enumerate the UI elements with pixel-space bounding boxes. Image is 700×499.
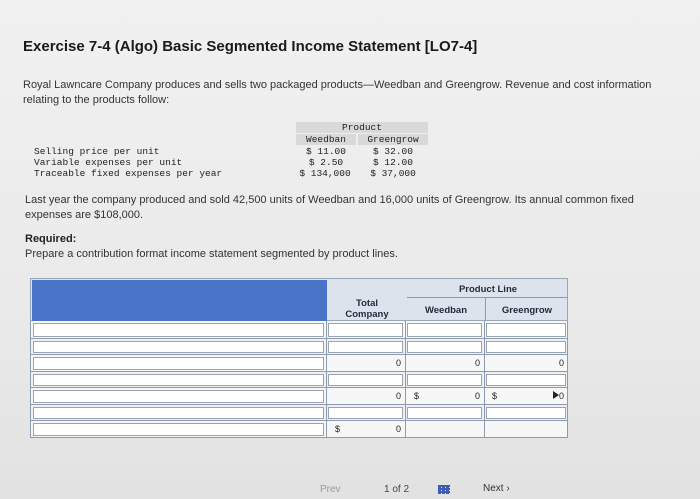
weedban-row-5-value: 0 bbox=[474, 391, 480, 401]
greengrow-row-6-input[interactable] bbox=[486, 407, 566, 419]
total-company-header bbox=[328, 298, 406, 320]
column-line bbox=[326, 321, 327, 438]
total-row-2-input[interactable] bbox=[328, 341, 403, 353]
next-button[interactable] bbox=[483, 483, 510, 494]
row-1-label-input[interactable] bbox=[33, 323, 324, 337]
weedban-row-6-input[interactable] bbox=[407, 407, 482, 419]
greengrow-variable-expenses: $ 12.00 bbox=[373, 157, 413, 168]
row-label-traceable-fixed: Traceable fixed expenses per year bbox=[34, 168, 223, 179]
weedban-variable-expenses: $ 2.50 bbox=[308, 157, 344, 168]
weedban-column-header: Weedban bbox=[296, 134, 356, 145]
weedban-selling-price: $ 11.00 bbox=[306, 146, 346, 157]
product-group-header: Product bbox=[296, 122, 428, 133]
intro-line-2: relating to the products follow: bbox=[23, 94, 170, 106]
total-row-4-input[interactable] bbox=[328, 374, 403, 386]
total-header-line-2: Company bbox=[345, 309, 389, 320]
total-row-5-value: 0 bbox=[395, 391, 401, 401]
page-title: Exercise 7-4 (Algo) Basic Segmented Income Statement [LO7-4] bbox=[23, 38, 478, 55]
grid-header-label-area bbox=[32, 280, 327, 321]
income-statement-grid bbox=[30, 278, 568, 438]
greengrow-selling-price: $ 32.00 bbox=[373, 146, 413, 157]
weedban-row-3-value: 0 bbox=[474, 358, 480, 368]
row-label-variable-expenses: Variable expenses per unit bbox=[34, 157, 183, 168]
greengrow-row-4-input[interactable] bbox=[486, 374, 566, 386]
weedban-row-5-dollar: $ bbox=[414, 391, 420, 401]
greengrow-traceable-fixed: $ 37,000 bbox=[370, 168, 416, 179]
pointer-arrow-icon bbox=[553, 391, 559, 399]
chevron-right-icon: › bbox=[506, 483, 510, 494]
weedban-traceable-fixed: $ 134,000 bbox=[299, 168, 351, 179]
required-instruction: Prepare a contribution format income statement segmented by product lines. bbox=[25, 248, 398, 260]
prev-button[interactable]: Prev bbox=[320, 484, 341, 495]
total-row-7-value: 0 bbox=[395, 424, 401, 434]
intro-text bbox=[23, 78, 700, 108]
row-3-label-input[interactable] bbox=[33, 357, 324, 370]
greengrow-row-1-input[interactable] bbox=[486, 323, 566, 337]
weedban-header: Weedban bbox=[424, 305, 468, 316]
weedban-row-4-input[interactable] bbox=[407, 374, 482, 386]
total-header-line-1: Total bbox=[356, 298, 378, 309]
header-divider bbox=[407, 297, 568, 298]
weedban-row-2-input[interactable] bbox=[407, 341, 482, 353]
total-row-7-dollar: $ bbox=[335, 424, 341, 434]
column-line bbox=[405, 321, 406, 438]
column-line bbox=[484, 321, 485, 438]
page-indicator: 1 of 2 bbox=[384, 484, 410, 495]
row-2-label-input[interactable] bbox=[33, 341, 324, 353]
greengrow-row-3-value: 0 bbox=[558, 358, 564, 368]
total-row-3-value: 0 bbox=[395, 358, 401, 368]
total-row-1-input[interactable] bbox=[328, 323, 403, 337]
greengrow-row-5-dollar: $ bbox=[492, 391, 498, 401]
row-4-label-input[interactable] bbox=[33, 374, 324, 386]
header-vline bbox=[485, 297, 486, 321]
row-6-label-input[interactable] bbox=[33, 407, 324, 419]
total-row-6-input[interactable] bbox=[328, 407, 403, 419]
problem-paragraph bbox=[25, 193, 695, 223]
weedban-row-1-input[interactable] bbox=[407, 323, 482, 337]
paragraph-line-1: Last year the company produced and sold 42,500 units of Weedban and 16,000 units of Greengrow. Its annual common fixed bbox=[25, 194, 634, 206]
intro-line-1: Royal Lawncare Company produces and sells two packaged products—Weedban and Greengrow. Revenue and cost information bbox=[23, 79, 652, 91]
greengrow-row-2-input[interactable] bbox=[486, 341, 566, 353]
greengrow-header: Greengrow bbox=[501, 305, 553, 316]
product-line-header: Product Line bbox=[458, 284, 518, 295]
footer-navigation bbox=[0, 482, 700, 499]
grid-header bbox=[30, 278, 568, 321]
paragraph-line-2: expenses are $108,000. bbox=[25, 209, 144, 221]
greengrow-column-header: Greengrow bbox=[358, 134, 428, 145]
row-5-label-input[interactable] bbox=[33, 390, 324, 403]
next-label: Next bbox=[483, 483, 504, 494]
greengrow-row-5-value: 0 bbox=[558, 391, 564, 401]
required-label: Required: bbox=[25, 233, 77, 245]
row-label-selling-price: Selling price per unit bbox=[34, 146, 160, 157]
grid-view-icon[interactable] bbox=[438, 485, 450, 494]
row-7-label-input[interactable] bbox=[33, 423, 324, 436]
